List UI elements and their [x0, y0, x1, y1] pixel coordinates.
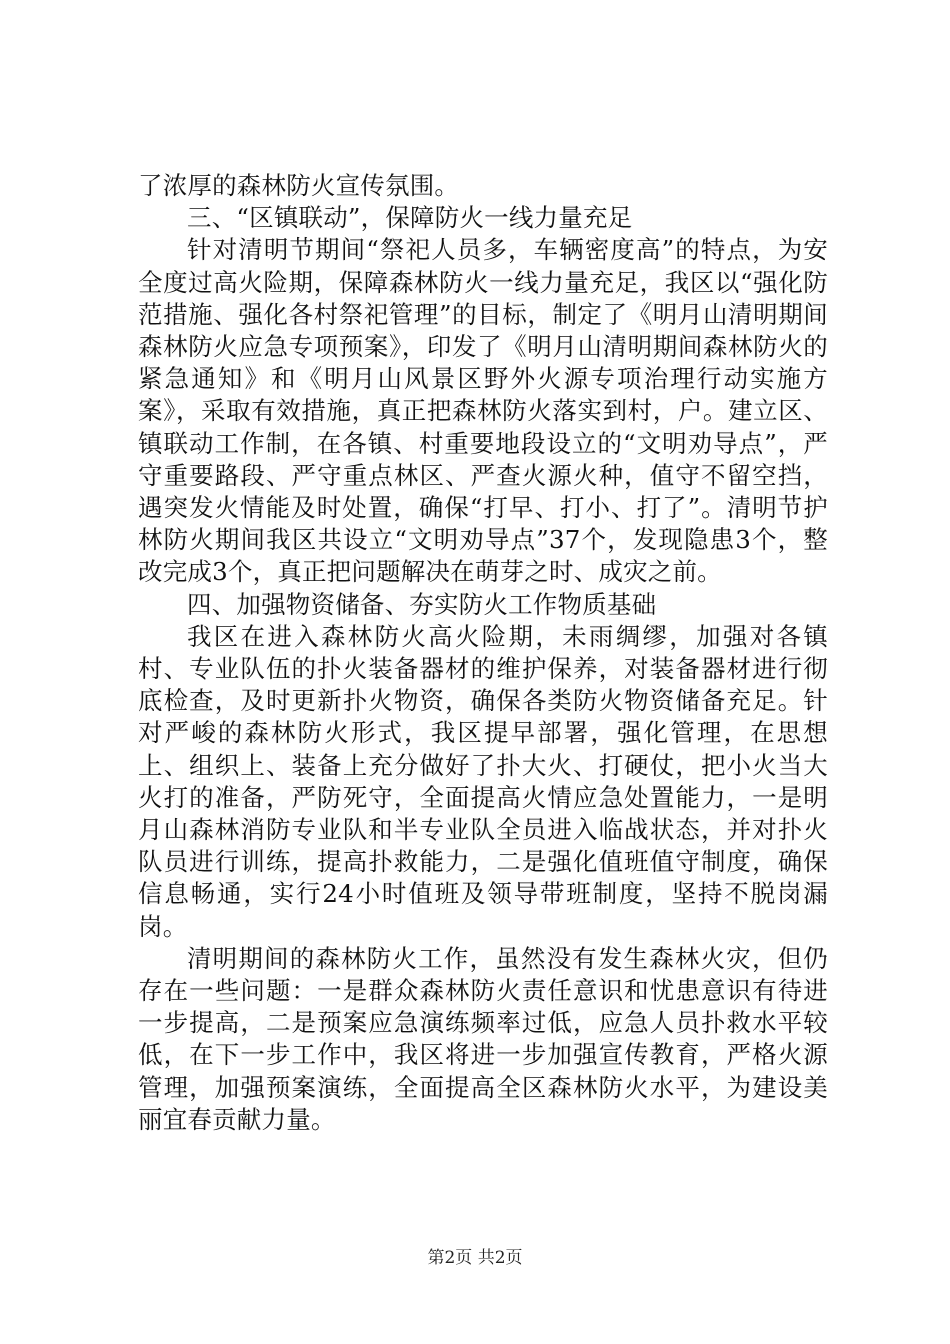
page-footer: 第2页 共2页	[427, 1248, 523, 1268]
paragraph-1: 了浓厚的森林防火宣传氛围。	[138, 171, 460, 200]
document-body	[138, 170, 828, 1136]
paragraph-4: 清明期间的森林防火工作，虽然没有发生森林火灾，但仍存在一些问题：一是群众森林防火责任意识和忧患意识有待进一步提高，二是预案应急演练频率过低，应急人员扑救水平较低，在下一步工作中，我区将进一步加强宣传教育，严格火源管理，加强预案演练，全面提高全区森林防火水平，为建设美丽宜春贡献力量。	[138, 943, 828, 1134]
section-heading-3: 三、“区镇联动”，保障防火一线力量充足	[187, 203, 633, 233]
paragraph-3: 我区在进入森林防火高火险期，未雨绸缪，加强对各镇村、专业队伍的扑火装备器材的维护保养，对装备器材进行彻底检查，及时更新扑火物资，确保各类防火物资储备充足。针对严峻的森林防火形式，我区提早部署，强化管理，在思想上、组织上、装备上充分做好了扑大火、打硬仗，把小火当大火打的准备，严防死守，全面提高火情应急处置能力，一是明月山森林消防专业队和半专业队全员进入临战状态，并对扑火队员进行训练，提高扑救能力，二是强化值班值守制度，确保信息畅通，实行24小时值班及领导带班制度，坚持不脱岗漏岗。	[138, 621, 828, 941]
section-heading-4: 四、加强物资储备、夯实防火工作物质基础	[187, 589, 657, 619]
paragraph-2: 针对清明节期间“祭祀人员多，车辆密度高”的特点，为安全度过高火险期，保障森林防火一线力量充足，我区以“强化防范措施、强化各村祭祀管理”的目标，制定了《明月山清明期间森林防火应急专项预案》，印发了《明月山清明期间森林防火的紧急通知》和《明月山风景区野外火源专项治理行动实施方案》，采取有效措施，真正把森林防火落实到村，户。建立区、镇联动工作制，在各镇、村重要地段设立的“文明劝导点”，严守重要路段、严守重点林区、严查火源火种，值守不留空挡，遇突发火情能及时处置，确保“打早、打小、打了”。清明节护林防火期间我区共设立“文明劝导点”37个，发现隐患3个，整改完成3个，真正把问题解决在萌芽之时、成灾之前。	[138, 235, 828, 587]
